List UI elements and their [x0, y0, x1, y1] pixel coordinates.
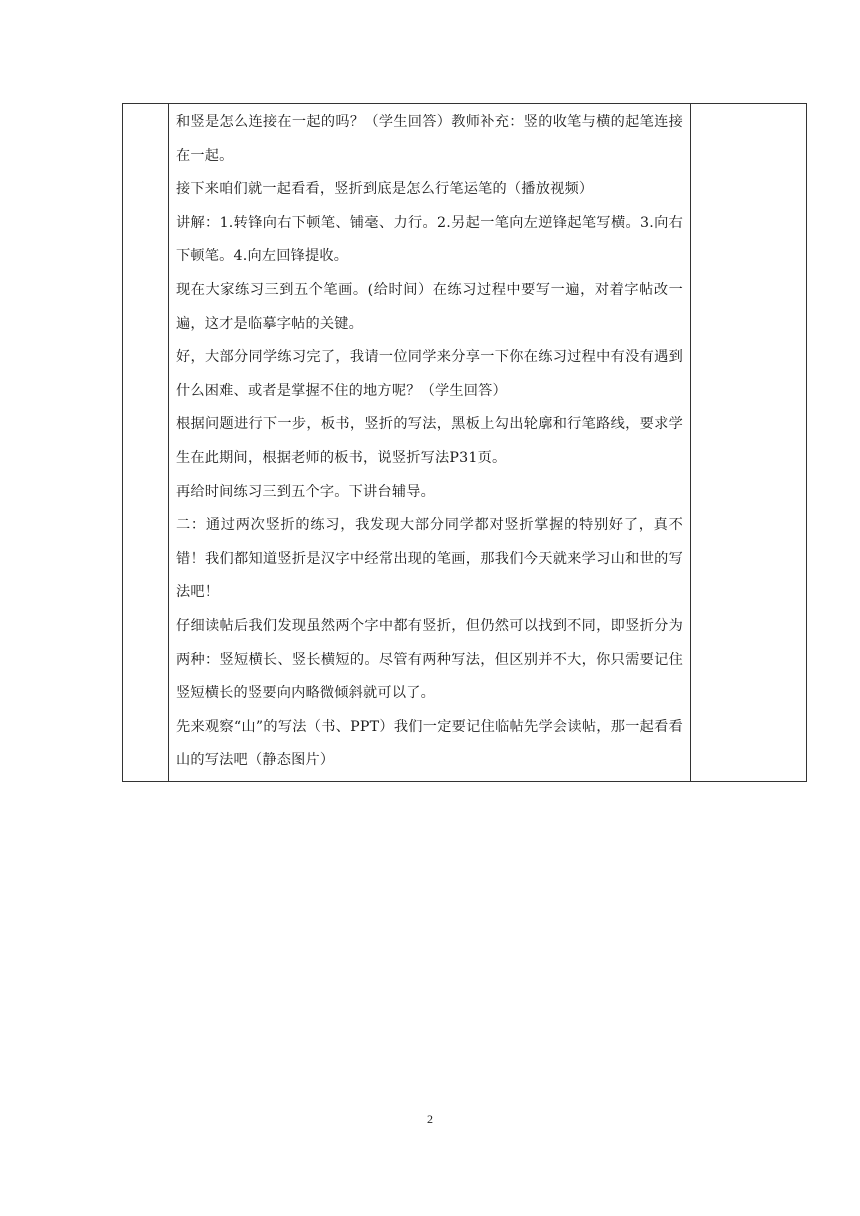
paragraph: 仔细读帖后我们发现虽然两个字中都有竖折，但仍然可以找到不同，即竖折分为两种：竖短横长、竖长横短的。尽管有两种写法，但区别并不大，你只需要记住竖短横长的竖要向内略微倾斜就可以了。	[176, 617, 683, 702]
paragraph: 再给时间练习三到五个字。下讲台辅导。	[176, 483, 435, 500]
teaching-process-cell	[169, 104, 691, 782]
lesson-plan-table	[122, 103, 807, 782]
left-column-cell	[123, 104, 169, 782]
paragraph: 接下来咱们就一起看看，竖折到底是怎么行笔运笔的（播放视频）	[176, 181, 594, 198]
paragraph: 先来观察“山”的写法（书、PPT）我们一定要记住临帖先学会读帖，那一起看看山的写法吧（静态图片）	[176, 718, 683, 769]
page-number: 2	[427, 1112, 433, 1126]
paragraph: 现在大家练习三到五个笔画。(给时间）在练习过程中要写一遍，对着字帖改一遍，这才是临摹字帖的关键。	[176, 281, 683, 332]
paragraph: 好，大部分同学练习完了，我请一位同学来分享一下你在练习过程中有没有遇到什么困难、或者是掌握不住的地方呢？（学生回答）	[176, 349, 683, 399]
paragraph: 根据问题进行下一步，板书，竖折的写法，黑板上勾出轮廓和行笔路线，要求学生在此期间，根据老师的板书，说竖折写法P31页。	[176, 416, 683, 466]
paragraph: 二：通过两次竖折的练习，我发现大部分同学都对竖折掌握的特别好了，真不错！我们都知道竖折是汉字中经常出现的笔画，那我们今天就来学习山和世的写法吧！	[176, 517, 683, 601]
paragraph: 和竖是怎么连接在一起的吗？（学生回答）教师补充：竖的收笔与横的起笔连接在一起。	[176, 114, 683, 164]
paragraph: 讲解：1.转锋向右下顿笔、铺毫、力行。2.另起一笔向左逆锋起笔写横。3.向右下顿笔。4.向左回锋提收。	[176, 214, 683, 265]
table-row	[123, 104, 807, 782]
right-column-cell	[691, 104, 807, 782]
